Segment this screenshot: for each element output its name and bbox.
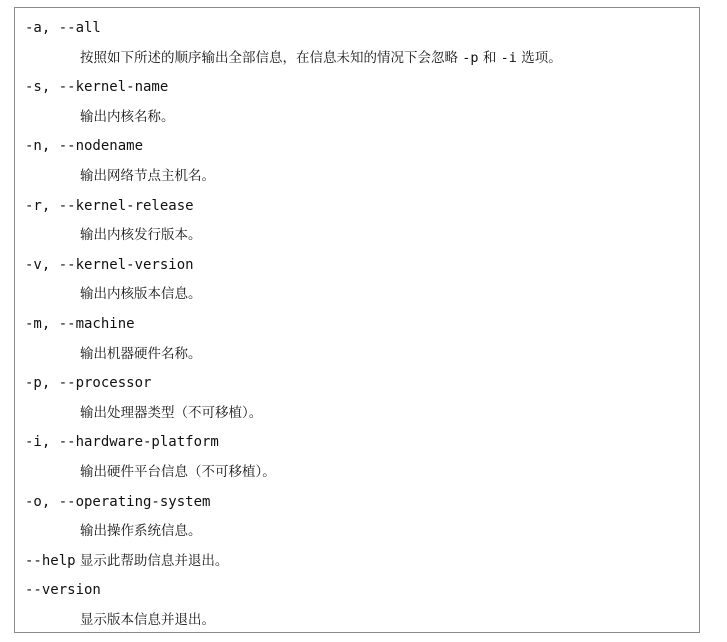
option-desc-operating-system: 输出操作系统信息。 [80, 523, 202, 540]
option-flag-operating-system: -o, --operating-system [25, 493, 211, 510]
option-desc-all [25, 44, 689, 74]
help-flag: --help [25, 552, 76, 569]
option-desc-kernel-version: 输出内核版本信息。 [80, 286, 202, 303]
option-flag-machine: -m, --machine [25, 315, 135, 332]
option-desc-kernel-release: 输出内核发行版本。 [80, 227, 202, 244]
option-desc-nodename: 输出网络节点主机名。 [80, 167, 215, 184]
option-flag-help [25, 547, 689, 577]
option-flag-kernel-version: -v, --kernel-version [25, 256, 194, 273]
option-flag-hardware-platform: -i, --hardware-platform [25, 434, 219, 451]
option-desc-processor: 输出处理器类型（不可移植）。 [80, 404, 263, 421]
option-list [25, 14, 689, 635]
option-flag-kernel-release: -r, --kernel-release [25, 197, 194, 214]
help-text-box [14, 7, 700, 633]
desc-text: 按照如下所述的顺序输出全部信息，在信息未知的情况下会忽略 [80, 49, 463, 66]
option-desc-version: 显示版本信息并退出。 [80, 611, 215, 628]
option-desc-hardware-platform: 输出硬件平台信息（不可移植）。 [80, 463, 276, 480]
option-flag-kernel-name: -s, --kernel-name [25, 79, 169, 96]
option-desc-kernel-name: 输出内核名称。 [80, 108, 175, 125]
option-desc-help: 显示此帮助信息并退出。 [75, 552, 229, 569]
option-desc-machine: 输出机器硬件名称。 [80, 345, 202, 362]
desc-text: 和 [478, 49, 501, 66]
option-flag-processor: -p, --processor [25, 375, 152, 392]
option-flag-nodename: -n, --nodename [25, 138, 144, 155]
desc-flag-p: -p [462, 49, 479, 66]
option-flag-all: -a, --all [25, 20, 101, 36]
option-flag-version: --version [25, 582, 101, 599]
desc-flag-i: -i [500, 49, 517, 66]
desc-text: 选项。 [516, 49, 562, 66]
